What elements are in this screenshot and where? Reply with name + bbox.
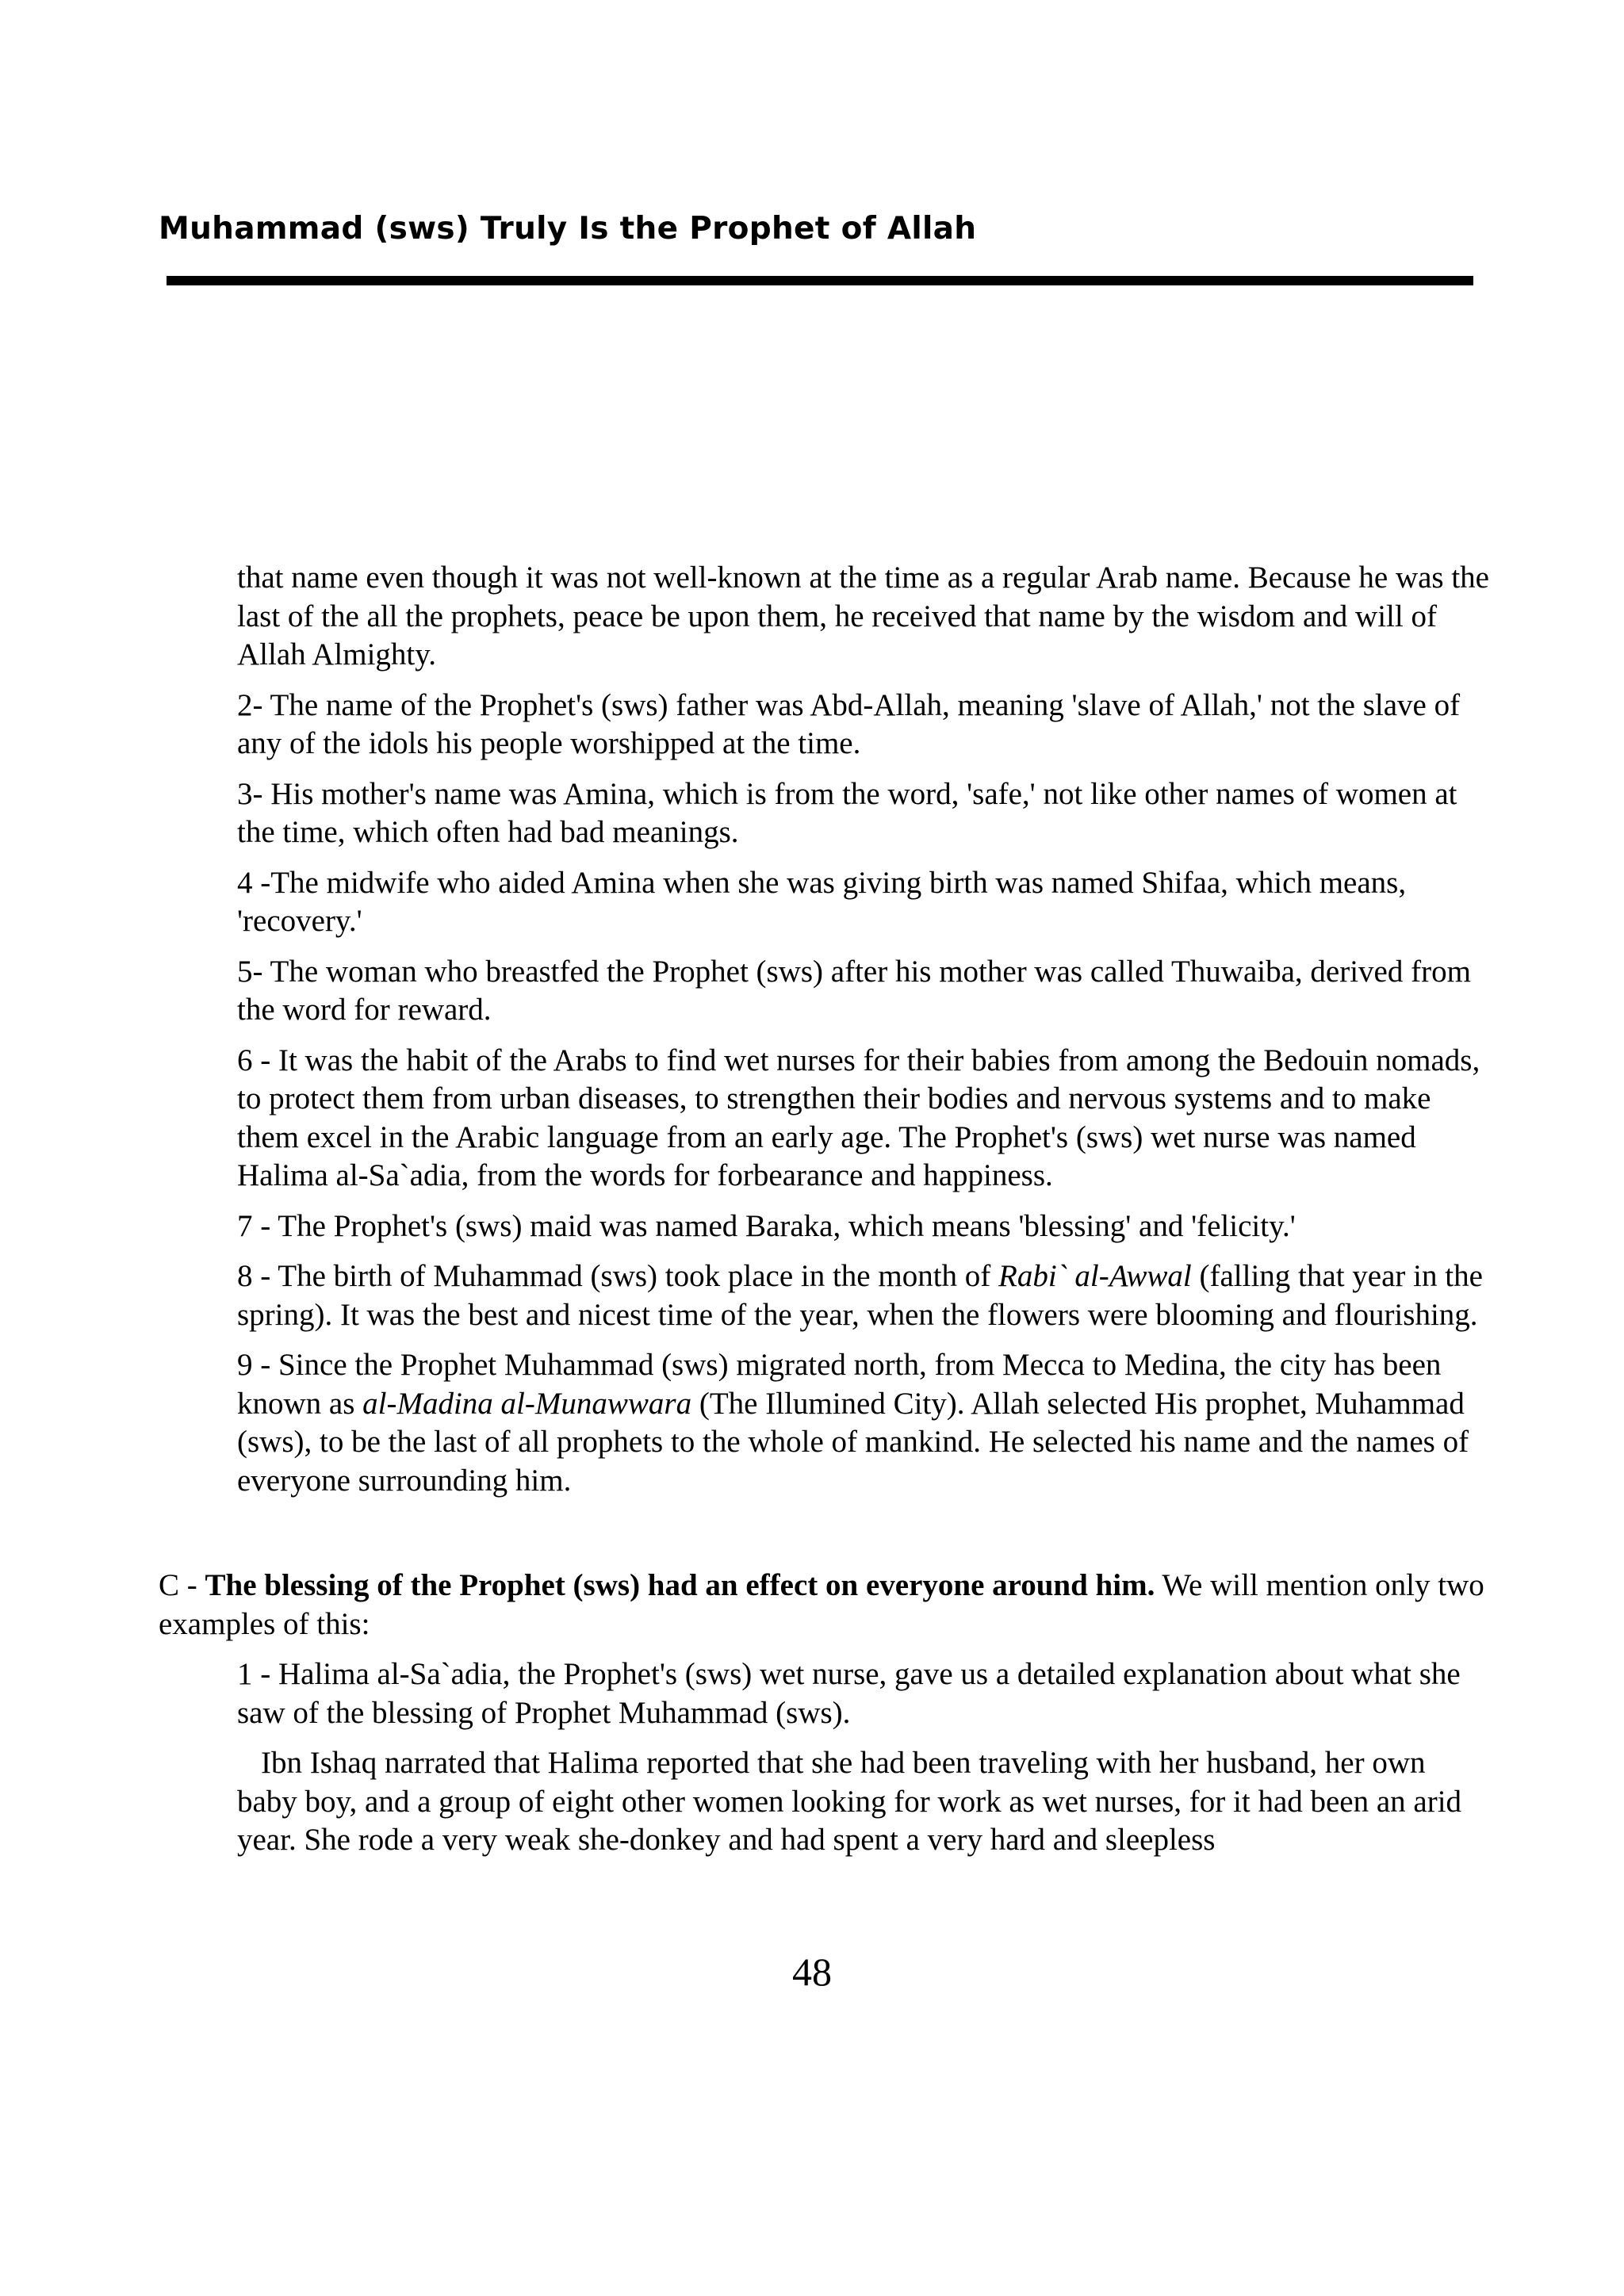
section-c-rest: We will mention only two examples of this:: [159, 1568, 1484, 1641]
list-item-8: [237, 1257, 1490, 1334]
paragraph-continuation: that name even though it was not well-known at the time as a regular Arab name. Because he was the last of the all the prophets, peace be upon them, he received that name by the wisdom and will of Allah Almighty.: [237, 561, 1489, 672]
section-c-bold: The blessing of the Prophet (sws) had an effect on everyone around him.: [205, 1568, 1155, 1602]
list-item-9: [237, 1346, 1490, 1500]
list-item-9-italic: al-Madina al-Munawwara: [362, 1386, 692, 1421]
list-item-2: 2- The name of the Prophet's (sws) father was Abd-Allah, meaning 'slave of Allah,' not the slave of any of the idols his people worshipped at the time.: [237, 687, 1461, 760]
running-header-title: Muhammad (sws) Truly Is the Prophet of Allah: [159, 211, 977, 247]
list-item-9-text-b: (The Illumined City). Allah selected His prophet, Muhammad (sws), to be the last of all prophets to the whole of mankind. He selected his name and the names of everyone surrounding him.: [237, 1386, 1469, 1498]
header-rule: [167, 276, 1473, 285]
section-c-item-1: 1 - Halima al-Sa`adia, the Prophet's (sws) wet nurse, gave us a detailed explanation about what she saw of the blessing of Prophet Muhammad (sws).: [237, 1657, 1461, 1730]
list-item-8-text-a: 8 - The birth of Muhammad (sws) took place in the month of: [237, 1259, 999, 1293]
list-item-3: 3- His mother's name was Amina, which is from the word, 'safe,' not like other names of women at the time, which often had bad meanings.: [237, 776, 1457, 849]
list-item-6: 6 - It was the habit of the Arabs to find wet nurses for their babies from among the Bedouin nomads, to protect them from urban diseases, to strengthen their bodies and nervous systems and to make them excel in the Arabic language from an early age. The Prophet's (sws) wet nurse was named Halima al-Sa`adia, from the words for forbearance and happiness.: [237, 1043, 1480, 1192]
page-number: 48: [792, 1950, 832, 1994]
section-c-prefix: C -: [159, 1568, 205, 1602]
section-c-heading: [159, 1567, 1491, 1644]
list-item-8-text-b: (falling that year in the spring). It was the best and nicest time of the year, when the flowers were blooming and flourishing.: [237, 1259, 1483, 1332]
list-item-4: 4 -The midwife who aided Amina when she was giving birth was named Shifaa, which means, 'recovery.': [237, 865, 1407, 938]
page-body: [0, 559, 1624, 1860]
section-c-narration: Ibn Ishaq narrated that Halima reported that she had been traveling with her husband, her own baby boy, and a group of eight other women looking for work as wet nurses, for it had been an arid year. She rode a very weak she-donkey and had spent a very hard and sleepless: [237, 1746, 1462, 1857]
list-item-9-text-a: 9 - Since the Prophet Muhammad (sws) migrated north, from Mecca to Medina, the city has been known as: [237, 1348, 1442, 1421]
list-item-8-italic: Rabi` al-Awwal: [998, 1259, 1192, 1293]
list-item-5: 5- The woman who breastfed the Prophet (sws) after his mother was called Thuwaiba, derived from the word for reward.: [237, 954, 1471, 1027]
list-item-7: 7 - The Prophet's (sws) maid was named Baraka, which means 'blessing' and 'felicity.': [237, 1208, 1296, 1243]
